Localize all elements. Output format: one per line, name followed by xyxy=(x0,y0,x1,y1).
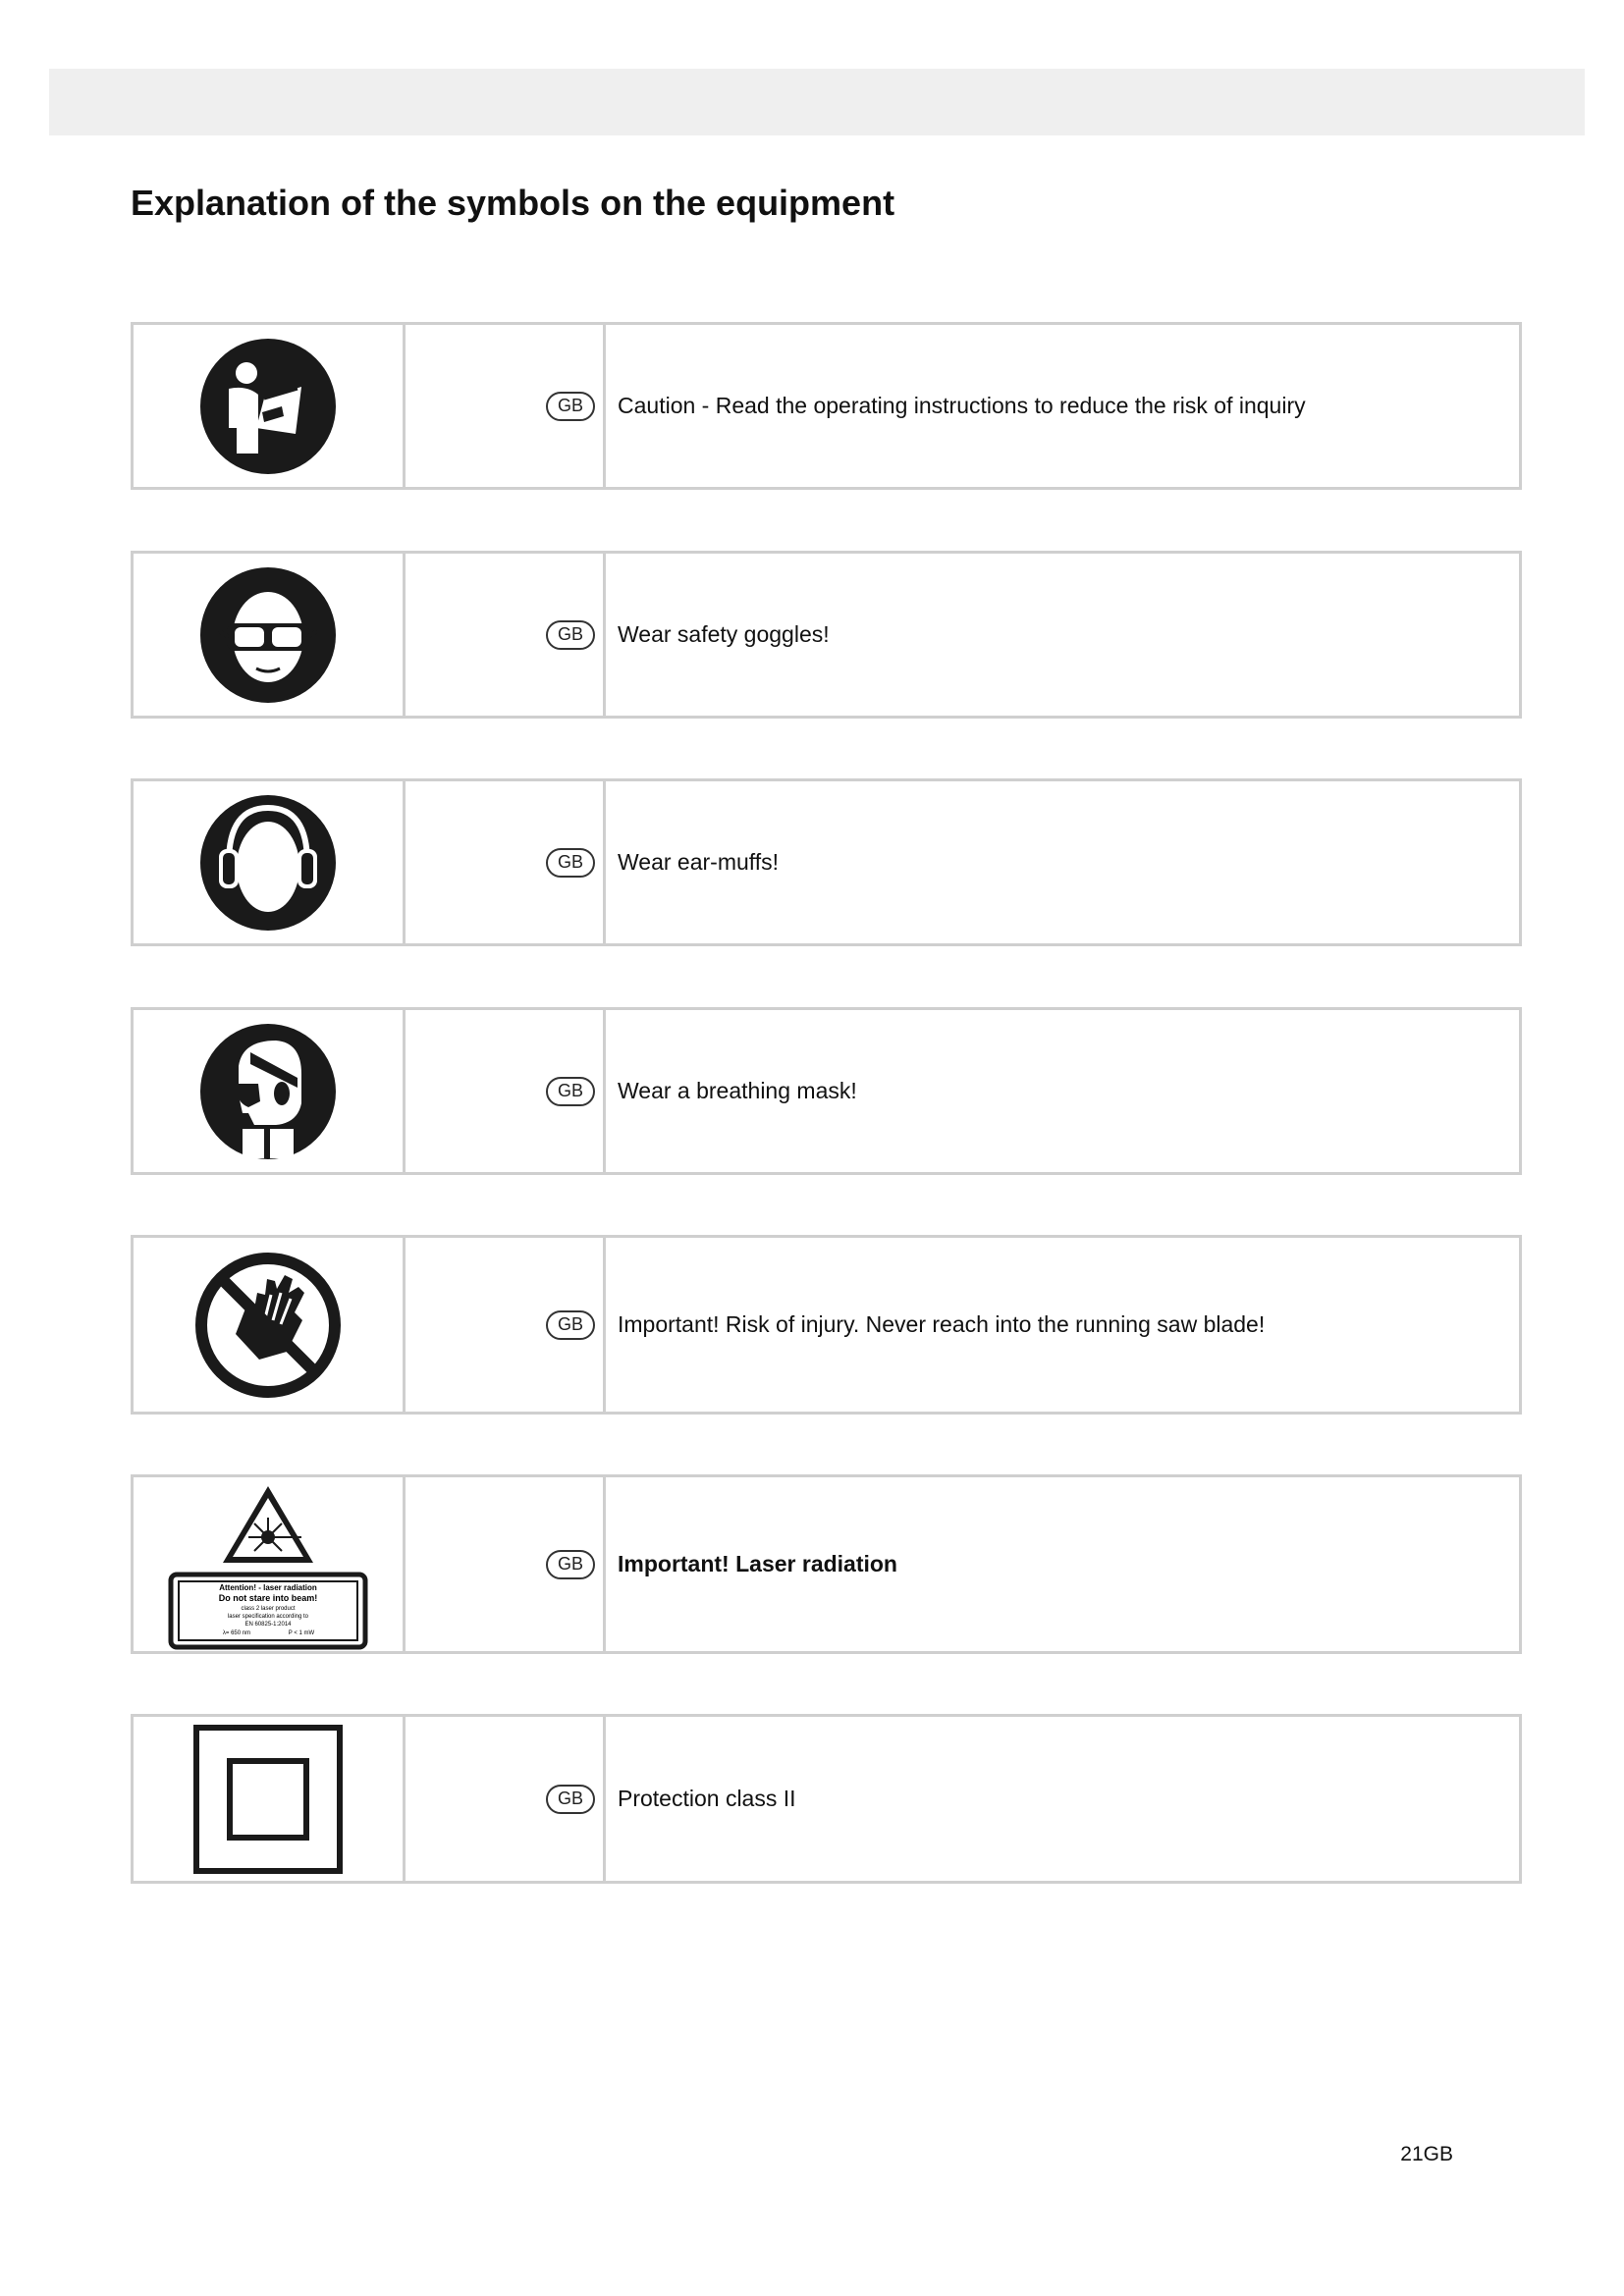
laser-label-line: EN 60825-1:2014 xyxy=(244,1621,292,1628)
symbol-row-read-manual xyxy=(131,322,1522,490)
language-cell xyxy=(406,781,606,943)
symbol-row-laser-radiation xyxy=(131,1474,1522,1654)
description-cell xyxy=(606,554,1519,716)
no-hand-reach-icon xyxy=(192,1250,344,1401)
breathing-mask-icon xyxy=(199,1023,337,1160)
gb-language-badge: GB xyxy=(546,392,595,421)
language-cell xyxy=(406,1477,606,1651)
symbol-row-safety-goggles xyxy=(131,551,1522,719)
symbol-row-breathing-mask xyxy=(131,1007,1522,1175)
gb-language-badge: GB xyxy=(546,620,595,650)
symbol-description: Important! Laser radiation xyxy=(618,1551,897,1576)
description-cell xyxy=(606,1238,1519,1412)
header-band xyxy=(49,69,1585,135)
language-cell xyxy=(406,554,606,716)
laser-label-line: Do not stare into beam! xyxy=(218,1592,318,1603)
language-cell xyxy=(406,1010,606,1172)
gb-language-badge: GB xyxy=(546,1785,595,1814)
description-cell xyxy=(606,325,1519,487)
page-number: 21GB xyxy=(1400,2143,1453,2165)
laser-label-line: λ= 650 nm xyxy=(222,1629,251,1636)
symbol-cell xyxy=(134,1717,406,1881)
symbol-cell xyxy=(134,1238,406,1412)
symbol-description: Important! Risk of injury. Never reach into the running saw blade! xyxy=(618,1311,1266,1337)
symbol-description: Caution - Read the operating instructions to reduce the risk of inquiry xyxy=(618,393,1306,418)
protection-class-ii-icon xyxy=(192,1724,344,1875)
laser-label-line: laser specification according to xyxy=(227,1613,309,1620)
read-manual-icon xyxy=(199,338,337,475)
symbol-cell xyxy=(134,1010,406,1172)
ear-muffs-icon xyxy=(199,794,337,932)
laser-label-line: Attention! - laser radiation xyxy=(219,1582,317,1592)
symbol-description: Wear ear-muffs! xyxy=(618,849,780,875)
symbol-description: Wear a breathing mask! xyxy=(618,1078,857,1103)
symbol-cell xyxy=(134,325,406,487)
description-cell xyxy=(606,781,1519,943)
gb-language-badge: GB xyxy=(546,1310,595,1340)
laser-warning-icon xyxy=(168,1478,368,1651)
symbol-cell xyxy=(134,781,406,943)
description-cell xyxy=(606,1010,1519,1172)
symbol-row-ear-muffs xyxy=(131,778,1522,946)
gb-language-badge: GB xyxy=(546,848,595,878)
gb-language-badge: GB xyxy=(546,1550,595,1579)
symbol-row-protection-class-ii xyxy=(131,1714,1522,1884)
symbol-cell xyxy=(134,554,406,716)
symbol-cell xyxy=(134,1477,406,1651)
description-cell xyxy=(606,1717,1519,1881)
symbol-description: Protection class II xyxy=(618,1786,796,1811)
page-title: Explanation of the symbols on the equipment xyxy=(131,183,895,223)
language-cell xyxy=(406,1717,606,1881)
gb-language-badge: GB xyxy=(546,1077,595,1106)
symbol-description: Wear safety goggles! xyxy=(618,621,830,647)
laser-label-line: P < 1 mW xyxy=(288,1629,315,1636)
laser-label-line: class 2 laser product xyxy=(241,1605,296,1612)
language-cell xyxy=(406,1238,606,1412)
symbol-row-no-hand-reach xyxy=(131,1235,1522,1415)
language-cell xyxy=(406,325,606,487)
description-cell xyxy=(606,1477,1519,1651)
safety-goggles-icon xyxy=(199,566,337,704)
